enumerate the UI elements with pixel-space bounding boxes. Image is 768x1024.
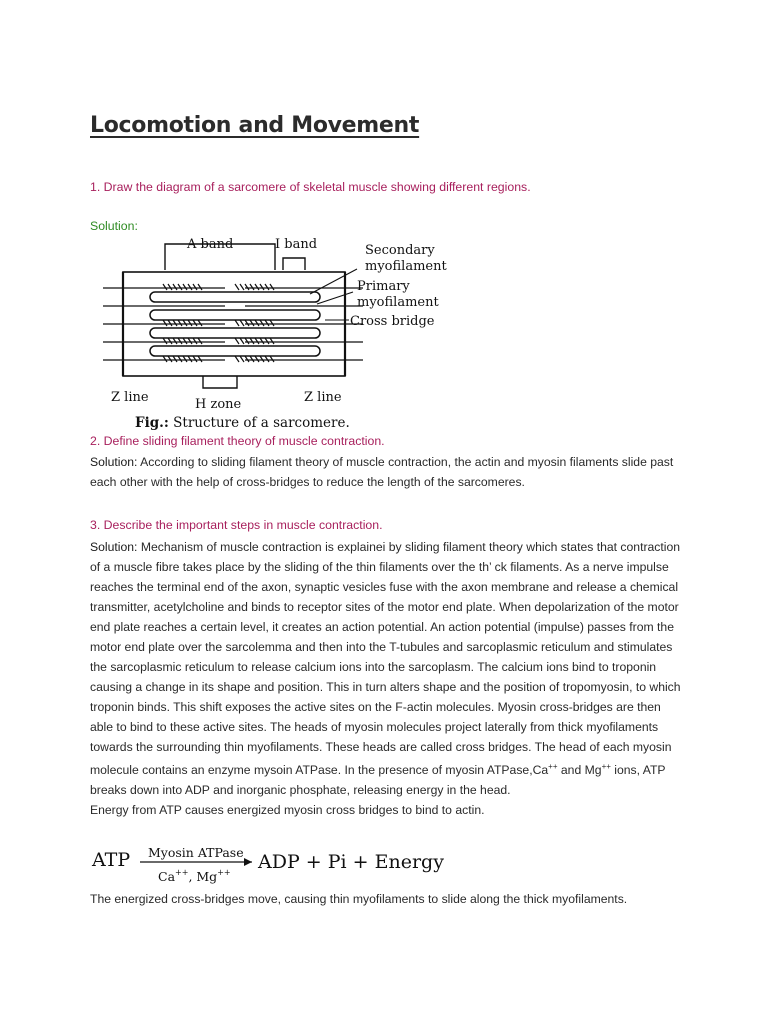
h-zone-label: H zone bbox=[195, 397, 242, 412]
myofilament-label-2: myofilament bbox=[357, 295, 439, 310]
answer-3-part1: Mechanism of muscle contraction is explainei by sliding filament theory which states that contraction of a muscle fibre takes place by the sliding of the thin filaments over the th’ ck filaments. As a nerve impulse reaches the terminal end of the axon, synaptic vesicles fuse with the axon membrane and release a chemical transmitter, acetylcholine and binds to receptor sites of the motor end plate. When depolarization of the motor end plate reaches a certain level, it creates an action potential. An action potential (impulse) passes from the motor end plate over the sarcolemma and then into the T-tubules and sarcoplasmic reticulum and stimulates the sarcoplasmic reticulum to release calcium ions into the sarcoplasm. The calcium ions bind to troponin causing a change in its shape and position. This in turn alters shape and the position of tropomyosin, to which troponin binds. This shift exposes the active sites on the F-actin molecules. Myosin cross-bridges are then able to bind to these active sites. The heads of myosin molecules project laterally from thick myofilaments towards the surrounding thin myofilaments. These heads are called cross bridges. The head of each myosin molecule contains an enzyme mysoin ATPase. In the presence of myosin ATPase,Ca bbox=[90, 540, 681, 778]
i-band-label: I band bbox=[275, 237, 318, 252]
page-title: Locomotion and Movement bbox=[90, 113, 420, 138]
z-line-right-label: Z line bbox=[304, 390, 342, 405]
z-line-left-label: Z line bbox=[111, 390, 149, 405]
a-band-label: A band bbox=[187, 237, 234, 252]
equation-left: ATP bbox=[92, 849, 131, 871]
mg-superscript: ++ bbox=[601, 762, 611, 771]
question-1: 1. Draw the diagram of a sarcomere of skeletal muscle showing different regions. bbox=[90, 180, 531, 194]
answer-2 bbox=[90, 452, 690, 492]
answer-2-text: According to sliding filament theory of muscle contraction, the actin and myosin filaments slide past each other with the help of cross-bridges to reduce the length of the sarcomeres. bbox=[90, 455, 674, 489]
energy-line: Energy from ATP causes energized myosin cross bridges to bind to actin. bbox=[90, 803, 485, 818]
solution-label-2: Solution: bbox=[90, 455, 138, 469]
answer-3-mid: and Mg bbox=[557, 763, 602, 778]
answer-3 bbox=[90, 537, 686, 820]
sarcomere-diagram bbox=[95, 232, 455, 432]
question-3: 3. Describe the important steps in muscle contraction. bbox=[90, 518, 383, 532]
cross-bridge-label: Cross bridge bbox=[350, 314, 435, 329]
figure-caption-text: Structure of a sarcomere. bbox=[173, 415, 350, 431]
primary-label: Primary bbox=[357, 279, 410, 294]
reaction-arrow-head bbox=[244, 858, 252, 866]
secondary-label: Secondary bbox=[365, 243, 435, 258]
myofilament-label-1: myofilament bbox=[365, 259, 447, 274]
equation-right: ADP + Pi + Energy bbox=[258, 851, 444, 873]
equation-ions: Ca++, Mg++ bbox=[158, 868, 231, 884]
figure-caption bbox=[135, 415, 350, 431]
solution-label-3: Solution: bbox=[90, 540, 138, 554]
figure-caption-bold: Fig.: bbox=[135, 415, 169, 431]
solution-label-1: Solution: bbox=[90, 219, 138, 233]
ca-superscript: ++ bbox=[548, 762, 558, 771]
i-band-bracket bbox=[283, 258, 305, 270]
equation-enzyme: Myosin ATPase bbox=[148, 845, 244, 860]
atp-equation bbox=[90, 838, 450, 888]
final-line: The energized cross-bridges move, causing thin myofilaments to slide along the thick myofilaments. bbox=[90, 892, 628, 906]
answer-3-part2: ions, ATP breaks down into ADP and inorganic phosphate, releasing energy in the head. bbox=[90, 763, 666, 798]
h-zone-bracket bbox=[203, 376, 237, 388]
question-2: 2. Define sliding filament theory of muscle contraction. bbox=[90, 434, 385, 448]
